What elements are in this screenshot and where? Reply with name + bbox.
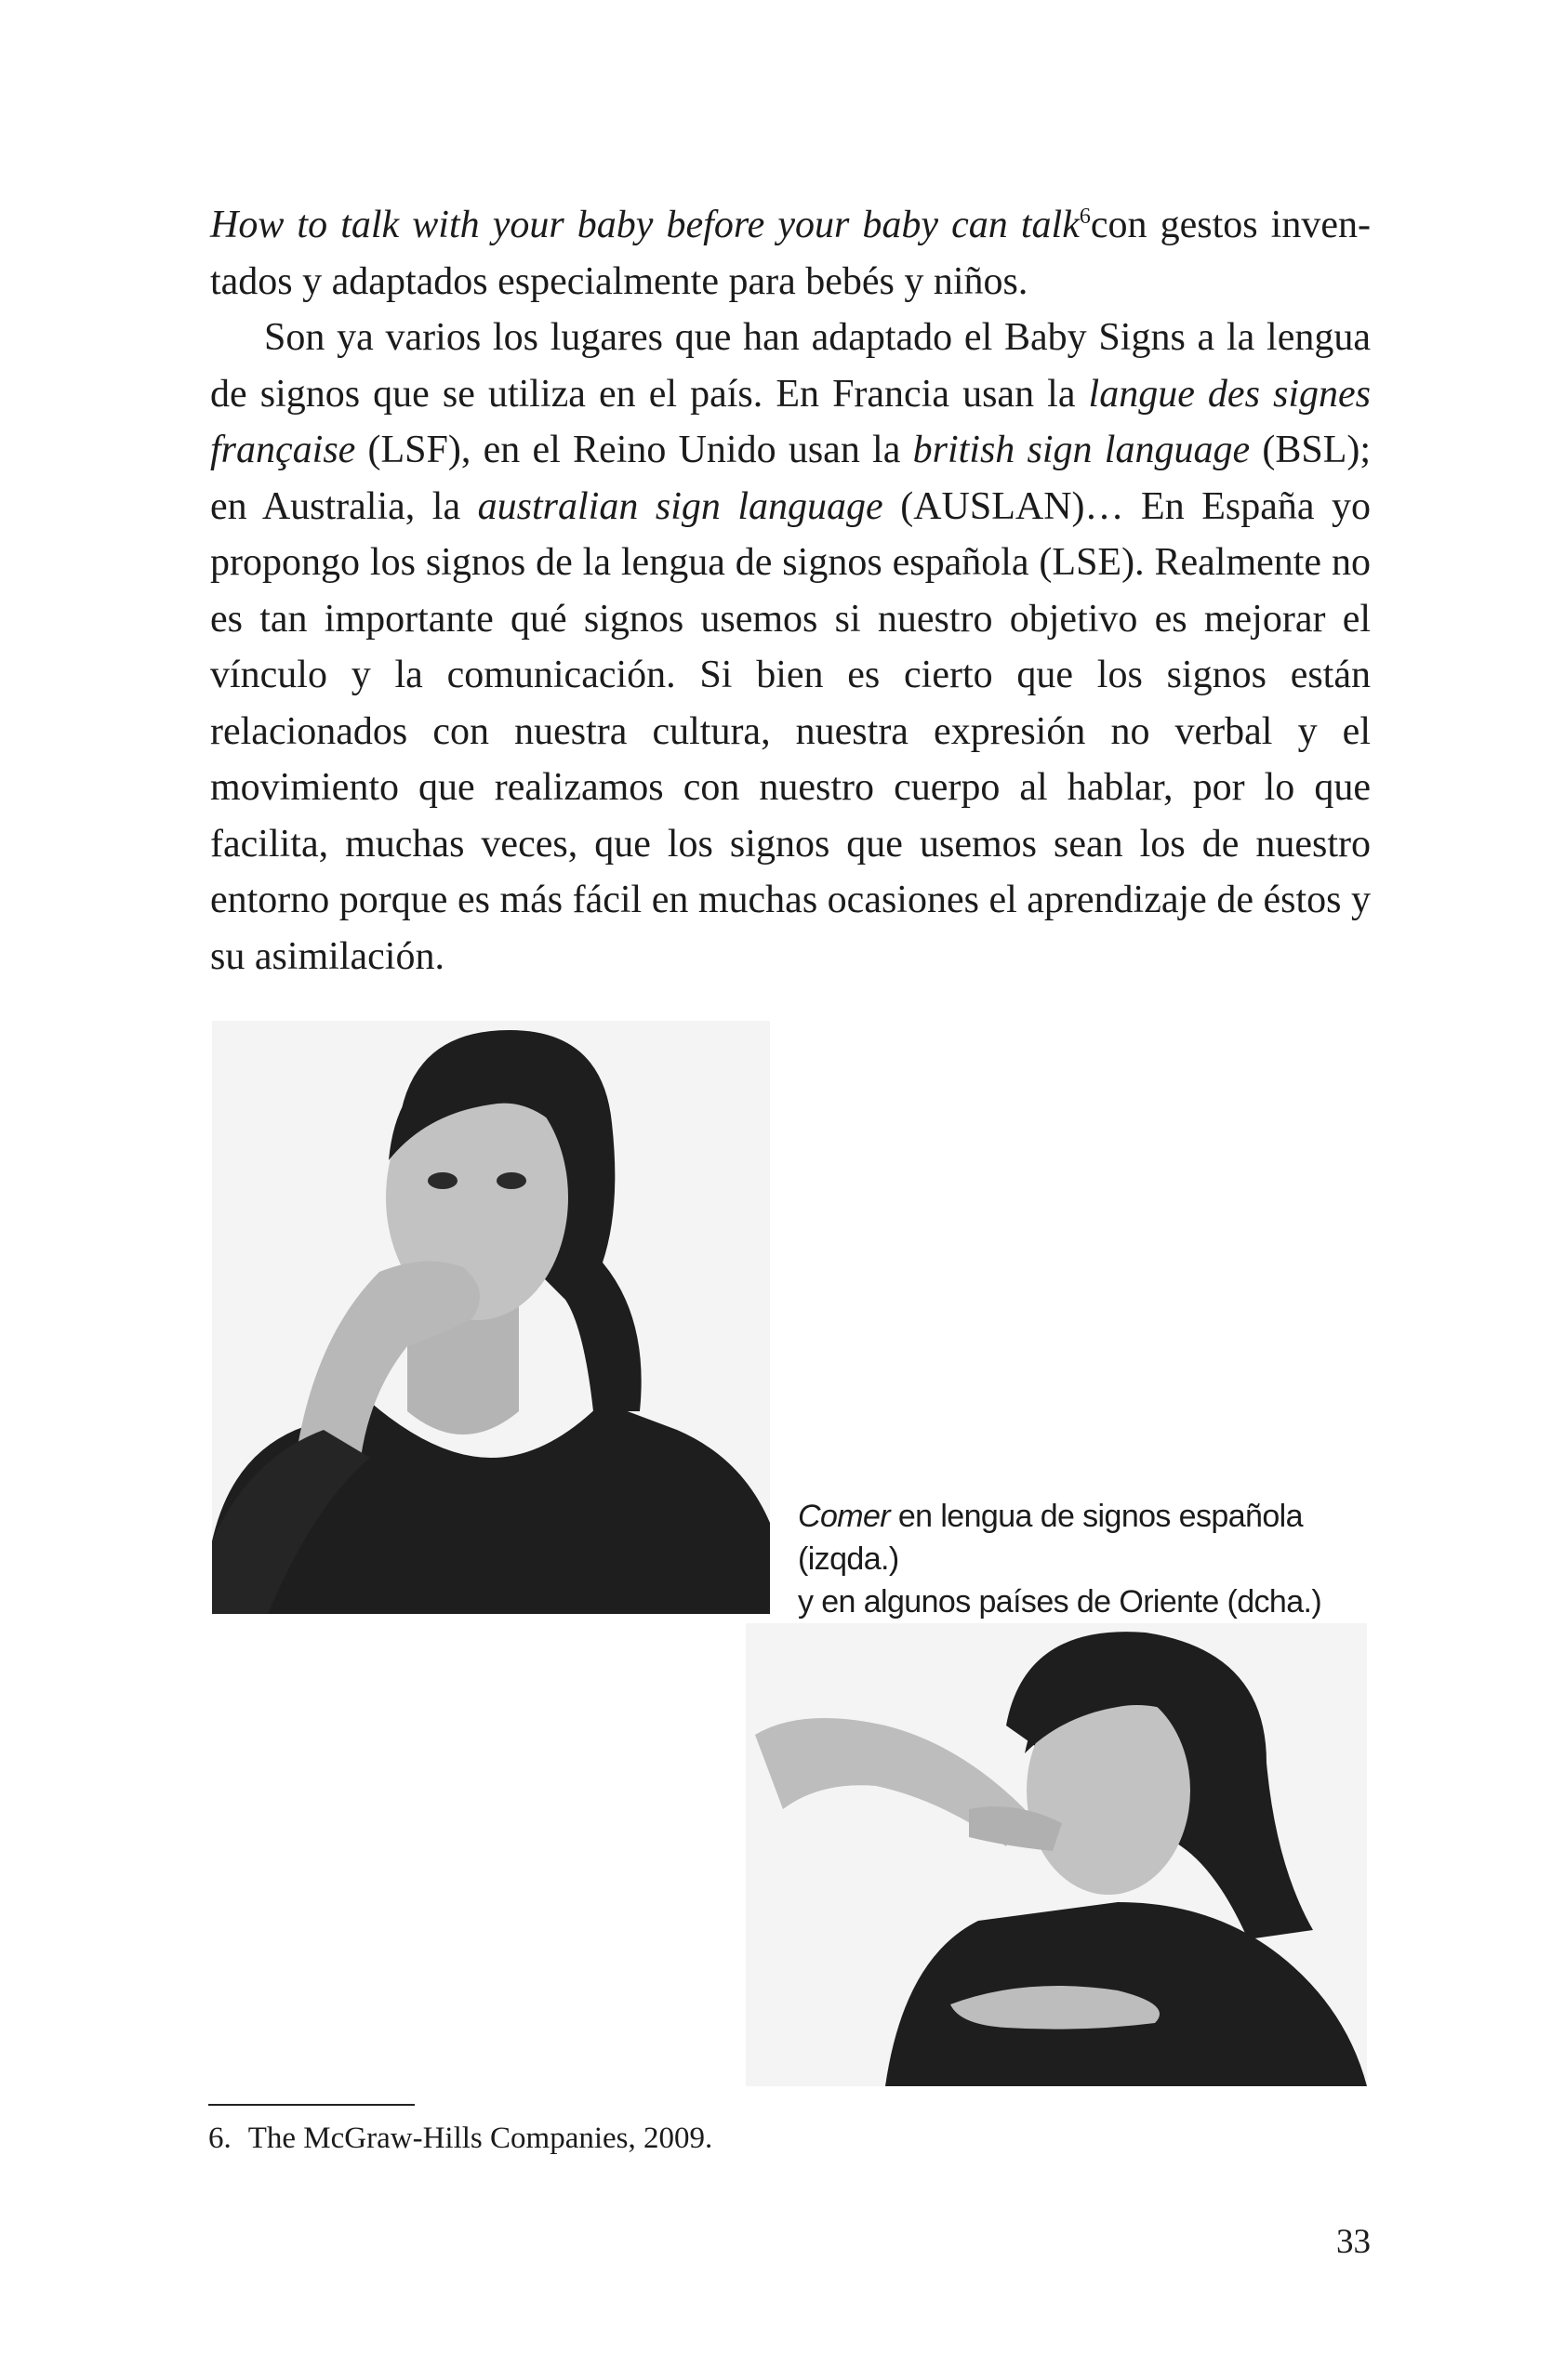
caption-line-2: y en algunos países de Oriente (dcha.) <box>798 1584 1322 1620</box>
footnote-text: The McGraw-Hills Companies, 2009. <box>247 2122 713 2155</box>
caption-line-1-text: en lengua de signos española (izqda.) <box>798 1499 1303 1577</box>
footnote <box>208 2118 712 2159</box>
book-title: How to talk with your baby before your baby can talk <box>210 204 1080 246</box>
photo-sign-comer-lse <box>212 1021 770 1614</box>
caption-line-1 <box>798 1495 1356 1580</box>
photo-sign-comer-oriente <box>746 1623 1367 2086</box>
term-auslan: australian sign language <box>477 484 883 528</box>
caption-italic-word: Comer <box>798 1499 891 1534</box>
paragraph-1 <box>210 197 1371 310</box>
paragraph-2-text-2: (LSF), en el Reino Unido usan la <box>355 429 913 471</box>
footnote-divider <box>208 2104 415 2106</box>
term-lsf: langue des signes française <box>210 372 1372 471</box>
term-bsl: british sign language <box>912 429 1251 471</box>
paragraph-2 <box>210 310 1371 985</box>
photo-sign-comer-oriente-illustration <box>746 1623 1367 2086</box>
paragraph-1-text: con gestos inventados y adaptados especialmente para bebés y niños. <box>210 204 1371 303</box>
body-text <box>210 197 1371 985</box>
photo-sign-comer-lse-illustration <box>212 1021 770 1614</box>
paragraph-2-text-4: (AUSLAN)… En España yo propongo los signos de la lengua de signos española (LSE). Realmente no es tan importante qué signos usemos si nuestro objetivo es mejorar el vínculo y la comunicación. Si bien es cierto que los signos están relacionados con nuestra cultura, nuestra expresión no verbal y el movimiento que realizamos con nuestro cuerpo al hablar, por lo que facilita, muchas veces, que los signos que usemos sean los de nuestro entorno porque es más fácil en muchas ocasiones el aprendizaje de éstos y su asimilación. <box>210 484 1372 978</box>
footnote-reference[interactable]: 6 <box>1079 205 1091 229</box>
figure-caption <box>798 1495 1356 1623</box>
footnote-number: 6. <box>208 2122 232 2155</box>
paragraph-2-text-3: (BSL); en Australia, la <box>210 429 1372 528</box>
page-number: 33 <box>1336 2223 1371 2261</box>
paragraph-2-text-1: Son ya varios los lugares que han adaptado el Baby Signs a la lengua de signos que se utiliza en el país. En Francia usan la <box>210 316 1371 416</box>
